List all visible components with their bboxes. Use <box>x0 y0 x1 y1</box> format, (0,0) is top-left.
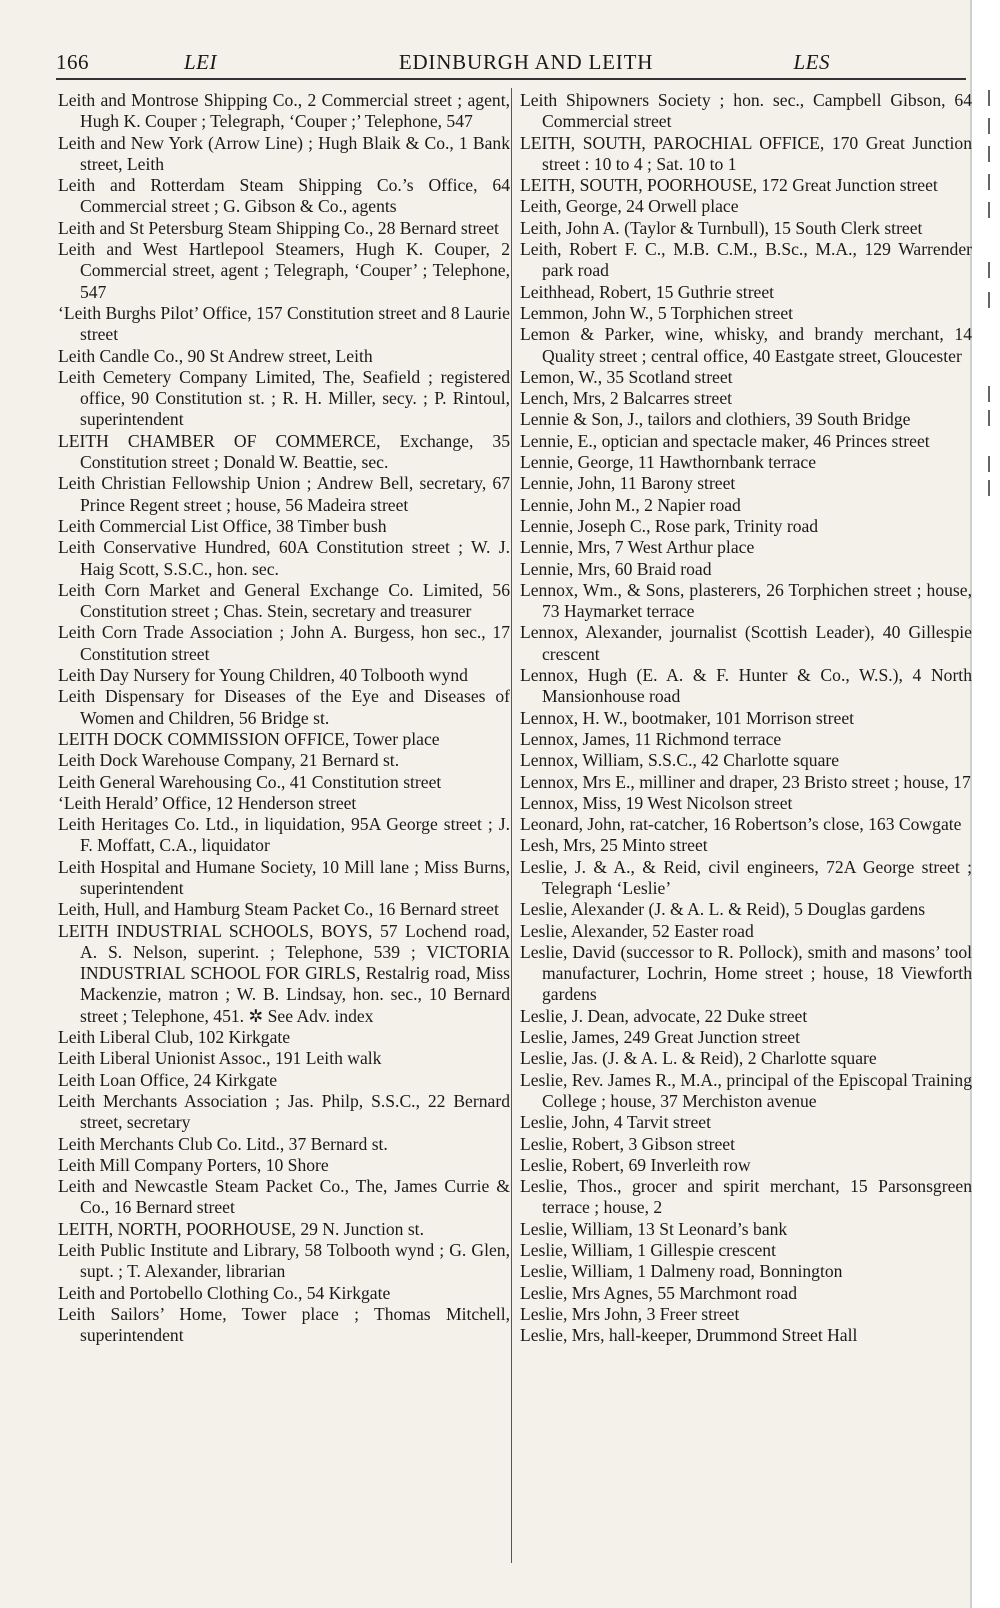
directory-entry: Leith Shipowners Society ; hon. sec., Campbell Gibson, 64 Commercial street <box>520 90 972 132</box>
directory-entry: Lennie, Joseph C., Rose park, Trinity road <box>520 515 819 536</box>
directory-entry: Leslie, James, 249 Great Junction street <box>520 1027 800 1048</box>
directory-entry: Leith Loan Office, 24 Kirkgate <box>58 1069 278 1090</box>
directory-entry: Leith Candle Co., 90 St Andrew street, Leith <box>58 345 373 366</box>
directory-entry: Leithhead, Robert, 15 Guthrie street <box>520 281 775 302</box>
directory-entry: Leslie, Thos., grocer and spirit merchant, 15 Parsonsgreen terrace ; house, 2 <box>520 1176 972 1218</box>
directory-entry: Leslie, William, 1 Dalmeny road, Bonnington <box>520 1261 843 1282</box>
directory-entry: Leith Liberal Unionist Assoc., 191 Leith walk <box>58 1048 382 1069</box>
directory-entry: Lemon & Parker, wine, whisky, and brandy merchant, 14 Quality street ; central office, 40 Eastgate street, Gloucester <box>520 324 972 366</box>
left-column <box>58 90 510 1347</box>
directory-entry: Leith and Newcastle Steam Packet Co., The, James Currie & Co., 16 Bernard street <box>58 1176 510 1218</box>
directory-entry: Leslie, Mrs John, 3 Freer street <box>520 1303 740 1324</box>
directory-entry: Lennox, Mrs E., milliner and draper, 23 Bristo street ; house, 17 <box>520 771 971 792</box>
directory-entry: Leith and St Petersburg Steam Shipping Co., 28 Bernard street <box>58 217 499 238</box>
directory-entry: Leith and Rotterdam Steam Shipping Co.’s Office, 64 Commercial street ; G. Gibson & Co., agents <box>58 175 510 217</box>
directory-entry: Lennie, Mrs, 7 West Arthur place <box>520 537 755 558</box>
directory-entry: Leslie, Robert, 3 Gibson street <box>520 1133 735 1154</box>
directory-entry: Lemon, W., 35 Scotland street <box>520 366 733 387</box>
directory-entry: Leith General Warehousing Co., 41 Constitution street <box>58 771 442 792</box>
directory-entry: Leith Liberal Club, 102 Kirkgate <box>58 1027 291 1048</box>
directory-entry: Leith Conservative Hundred, 60A Constitution street ; W. J. Haig Scott, S.S.C., hon. sec. <box>58 537 510 579</box>
directory-entry: LEITH DOCK COMMISSION OFFICE, Tower place <box>58 728 440 749</box>
directory-entry: Leslie, William, 1 Gillespie crescent <box>520 1240 776 1261</box>
directory-entry: Leslie, John, 4 Tarvit street <box>520 1112 711 1133</box>
directory-entry: Lench, Mrs, 2 Balcarres street <box>520 388 733 409</box>
directory-entry: Leith Heritages Co. Ltd., in liquidation, 95A George street ; J. F. Moffatt, C.A., liquidator <box>58 814 510 856</box>
directory-entry: Leith, Hull, and Hamburg Steam Packet Co., 16 Bernard street <box>58 899 499 920</box>
directory-entry: Lennie & Son, J., tailors and clothiers, 39 South Bridge <box>520 409 911 430</box>
directory-entry: Lennox, Hugh (E. A. & F. Hunter & Co., W.S.), 4 North Mansionhouse road <box>520 665 972 707</box>
directory-entry: Lennox, H. W., bootmaker, 101 Morrison street <box>520 707 855 728</box>
directory-entry: Leslie, Robert, 69 Inverleith row <box>520 1154 751 1175</box>
directory-entry: Leith Merchants Association ; Jas. Philp, S.S.C., 22 Bernard street, secretary <box>58 1090 510 1133</box>
directory-entry: Leith Corn Trade Association ; John A. Burgess, hon sec., 17 Constitution street <box>58 622 510 664</box>
right-catchword: LES <box>793 50 830 74</box>
directory-entry: Leith Day Nursery for Young Children, 40 Tolbooth wynd <box>58 665 468 686</box>
left-catchword: LEI <box>184 50 217 74</box>
directory-entry: Leslie, David (successor to R. Pollock), smith and masons’ tool manufacturer, Lochrin, Home street ; house, 18 Viewforth gardens <box>520 941 972 1005</box>
directory-entry: ‘Leith Herald’ Office, 12 Henderson street <box>58 792 357 813</box>
directory-entry: Lemmon, John W., 5 Torphichen street <box>520 302 794 323</box>
directory-entry: Leith and Montrose Shipping Co., 2 Commercial street ; agent, Hugh K. Couper ; Telegraph, ‘Couper ;’ Telephone, 547 <box>58 90 510 132</box>
directory-entry: Leith Sailors’ Home, Tower place ; Thomas Mitchell, superintendent <box>58 1303 510 1346</box>
directory-entry: Leslie, Rev. James R., M.A., principal of the Episcopal Training College ; house, 37 Merchiston avenue <box>520 1069 972 1111</box>
directory-entry: Leslie, Mrs Agnes, 55 Marchmont road <box>520 1282 798 1303</box>
directory-entry: Lennox, William, S.S.C., 42 Charlotte square <box>520 750 840 771</box>
directory-entry: Leslie, J. Dean, advocate, 22 Duke street <box>520 1005 808 1026</box>
directory-entry: Leith Corn Market and General Exchange Co. Limited, 56 Constitution street ; Chas. Stein, secretary and treasurer <box>58 579 510 622</box>
directory-entry: LEITH INDUSTRIAL SCHOOLS, BOYS, 57 Lochend road, A. S. Nelson, superint. ; Telephone, 539 ; VICTORIA INDUSTRIAL SCHOOL FOR GIRLS, Restalrig road, Miss Mackenzie, matron ; W. B. Lindsay, hon. sec., 10 Bernard street ; Telephone, 451. ✲ See Adv. index <box>58 920 510 1026</box>
directory-entry: Leith, Robert F. C., M.B. C.M., B.Sc., M.A., 129 Warrender park road <box>520 239 972 281</box>
directory-entry: Leslie, J. & A., & Reid, civil engineers, 72A George street ; Telegraph ‘Leslie’ <box>520 856 972 898</box>
directory-entry: Leith Christian Fellowship Union ; Andrew Bell, secretary, 67 Prince Regent street ; house, 56 Madeira street <box>58 473 510 515</box>
directory-entry: Leith Merchants Club Co. Litd., 37 Bernard st. <box>58 1133 388 1154</box>
page-title: EDINBURGH AND LEITH <box>398 50 654 74</box>
header-rule <box>56 78 966 80</box>
right-column <box>520 90 972 1347</box>
directory-entry: Leith Mill Company Porters, 10 Shore <box>58 1154 329 1175</box>
directory-entry: Lennie, E., optician and spectacle maker, 46 Princes street <box>520 430 930 451</box>
directory-entry: Leith and Portobello Clothing Co., 54 Kirkgate <box>58 1282 391 1303</box>
directory-entry: Lennie, John, 11 Barony street <box>520 473 736 494</box>
directory-entry: Leith Public Institute and Library, 58 Tolbooth wynd ; G. Glen, supt. ; T. Alexander, librarian <box>58 1240 510 1282</box>
directory-entry: Lennox, Miss, 19 West Nicolson street <box>520 792 793 813</box>
directory-entry: LEITH, SOUTH, PAROCHIAL OFFICE, 170 Great Junction street : 10 to 4 ; Sat. 10 to 1 <box>520 132 972 174</box>
directory-entry: Leith Hospital and Humane Society, 10 Mill lane ; Miss Burns, superintendent <box>58 856 510 898</box>
directory-entry: Lennox, Alexander, journalist (Scottish Leader), 40 Gillespie crescent <box>520 622 972 664</box>
directory-entry: Leslie, Mrs, hall-keeper, Drummond Street Hall <box>520 1325 858 1346</box>
directory-entry: Leslie, Jas. (J. & A. L. & Reid), 2 Charlotte square <box>520 1048 877 1069</box>
directory-entry: Leslie, William, 13 St Leonard’s bank <box>520 1218 788 1239</box>
directory-entry: Leith Dispensary for Diseases of the Eye and Diseases of Women and Children, 56 Bridge st. <box>58 686 510 728</box>
directory-entry: Lennie, John M., 2 Napier road <box>520 494 741 515</box>
directory-entry: Lennie, Mrs, 60 Braid road <box>520 558 712 579</box>
directory-entry: Lennox, Wm., & Sons, plasterers, 26 Torphichen street ; house, 73 Haymarket terrace <box>520 579 972 622</box>
directory-entry: LEITH, SOUTH, POORHOUSE, 172 Great Junction street <box>520 175 938 196</box>
directory-entry: Leith Commercial List Office, 38 Timber bush <box>58 515 387 536</box>
directory-entry: Leith and New York (Arrow Line) ; Hugh Blaik & Co., 1 Bank street, Leith <box>58 132 510 174</box>
directory-entry: Leonard, John, rat-catcher, 16 Robertson’s close, 163 Cowgate <box>520 814 962 835</box>
directory-entry: Lennie, George, 11 Hawthornbank terrace <box>520 452 817 473</box>
directory-entry: Leslie, Alexander (J. & A. L. & Reid), 5 Douglas gardens <box>520 899 926 920</box>
directory-entry: Lesh, Mrs, 25 Minto street <box>520 835 708 856</box>
column-divider <box>511 88 512 1563</box>
directory-entry: Leslie, Alexander, 52 Easter road <box>520 920 754 941</box>
page-edge <box>970 0 1000 1608</box>
directory-entry: Leith Cemetery Company Limited, The, Seafield ; registered office, 90 Constitution st. ; R. H. Miller, secy. ; P. Rintoul, superintendent <box>58 366 510 430</box>
directory-entry: Leith Dock Warehouse Company, 21 Bernard st. <box>58 750 400 771</box>
directory-entry: Leith, John A. (Taylor & Turnbull), 15 South Clerk street <box>520 217 923 238</box>
directory-entry: LEITH, NORTH, POORHOUSE, 29 N. Junction st. <box>58 1218 424 1239</box>
directory-entry: LEITH CHAMBER OF COMMERCE, Exchange, 35 Constitution street ; Donald W. Beattie, sec. <box>58 430 510 473</box>
page-number: 166 <box>56 50 89 74</box>
directory-entry: Leith, George, 24 Orwell place <box>520 196 739 217</box>
directory-entry: Lennox, James, 11 Richmond terrace <box>520 728 782 749</box>
directory-entry: ‘Leith Burghs Pilot’ Office, 157 Constitution street and 8 Laurie street <box>58 302 510 345</box>
running-header <box>56 50 966 76</box>
directory-entry: Leith and West Hartlepool Steamers, Hugh K. Couper, 2 Commercial street, agent ; Telegraph, ‘Couper’ ; Telephone, 547 <box>58 239 510 302</box>
